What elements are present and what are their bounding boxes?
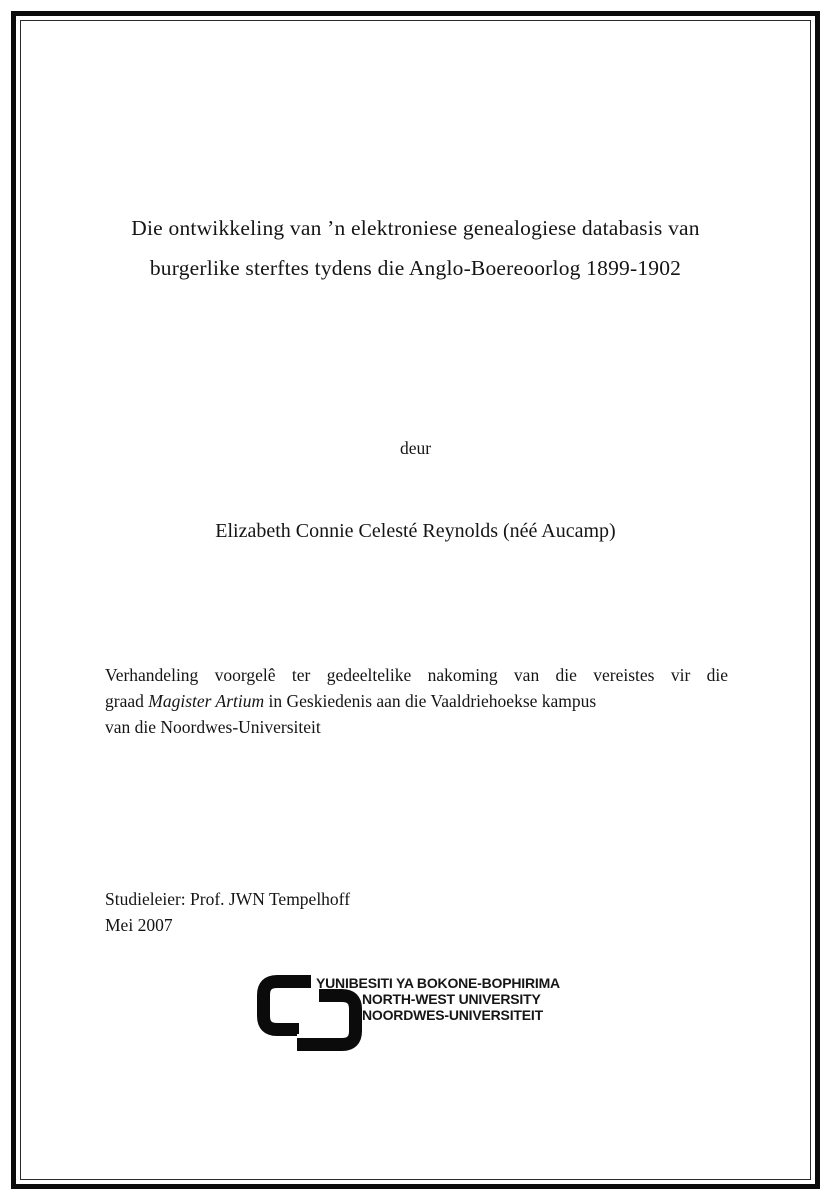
thesis-statement-line1: Verhandeling voorgelê ter gedeeltelike nakoming van die vereistes vir die: [105, 665, 728, 685]
thesis-statement-line2: [105, 688, 728, 714]
logo-text-afrikaans: NOORDWES-UNIVERSITEIT: [362, 1007, 543, 1023]
thesis-title-line1: Die ontwikkeling van ’n elektroniese genealogiese databasis van: [131, 216, 700, 240]
logo-text-english: NORTH-WEST UNIVERSITY: [362, 991, 541, 1007]
thesis-title-line2: burgerlike sterftes tydens die Anglo-Boereoorlog 1899-1902: [149, 256, 682, 280]
thesis-statement-line2-post: in Geskiedenis aan die Vaaldriehoekse kampus: [264, 691, 597, 711]
university-logo: [257, 973, 560, 1051]
university-logo-text: [316, 975, 560, 1023]
thesis-statement-line3: van die Noordwes-Universiteit: [105, 717, 321, 737]
thesis-statement: [105, 662, 728, 740]
date-line: Mei 2007: [105, 914, 173, 935]
supervisor-line: Studieleier: Prof. JWN Tempelhoff: [105, 889, 351, 909]
logo-text-setswana: YUNIBESITI YA BOKONE-BOPHIRIMA: [316, 975, 560, 991]
thesis-statement-line2-pre: graad: [105, 691, 149, 711]
degree-name-italic: Magister Artium: [148, 691, 265, 711]
thesis-title: [60, 208, 771, 288]
byline-deur-label: deur: [399, 438, 432, 458]
supervisor-block: [105, 887, 350, 938]
author-name: Elizabeth Connie Celesté Reynolds (néé Aucamp): [215, 520, 616, 542]
